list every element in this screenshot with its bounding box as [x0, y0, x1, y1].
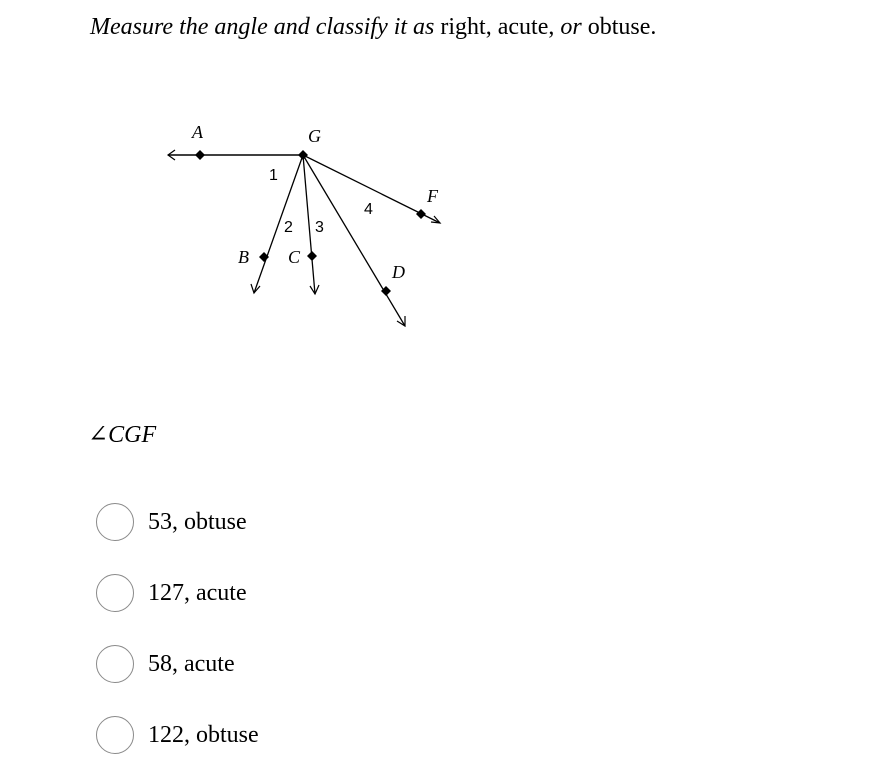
question-part-2: right, acute,: [434, 14, 561, 40]
angle-number-1: 1: [269, 167, 278, 184]
point-f-marker: [416, 209, 426, 219]
choice-4[interactable]: [96, 716, 259, 754]
angle-number-2: 2: [284, 219, 293, 236]
choice-1[interactable]: [96, 503, 247, 541]
point-a-marker: [195, 150, 205, 160]
label-a: A: [192, 122, 203, 142]
label-b: B: [238, 247, 249, 267]
question-part-1: Measure the angle and classify it as: [90, 14, 435, 40]
label-g: G: [308, 126, 321, 146]
choice-label-4: 122, obtuse: [148, 722, 259, 748]
angle-number-4: 4: [364, 201, 373, 218]
radio-button-4[interactable]: [96, 716, 134, 754]
question-part-4: obtuse.: [581, 14, 657, 40]
choice-2[interactable]: [96, 574, 247, 612]
choice-label-3: 58, acute: [148, 651, 235, 677]
label-c: C: [288, 247, 301, 267]
angle-name: ∠CGF: [88, 422, 157, 448]
question-part-3: or: [560, 14, 582, 40]
label-d: D: [392, 262, 405, 282]
choice-label-2: 127, acute: [148, 580, 247, 606]
radio-button-1[interactable]: [96, 503, 134, 541]
ray-gb: [254, 155, 303, 293]
choice-label-1: 53, obtuse: [148, 509, 247, 535]
label-f: F: [427, 186, 438, 206]
angle-figure-svg: [150, 110, 460, 340]
question-text: [90, 10, 656, 44]
ray-gc: [303, 155, 315, 294]
angle-number-3: 3: [315, 219, 324, 236]
radio-button-3[interactable]: [96, 645, 134, 683]
radio-button-2[interactable]: [96, 574, 134, 612]
point-c-marker: [307, 251, 317, 261]
choice-3[interactable]: [96, 645, 235, 683]
angle-figure: [150, 110, 460, 340]
point-g-marker: [298, 150, 308, 160]
